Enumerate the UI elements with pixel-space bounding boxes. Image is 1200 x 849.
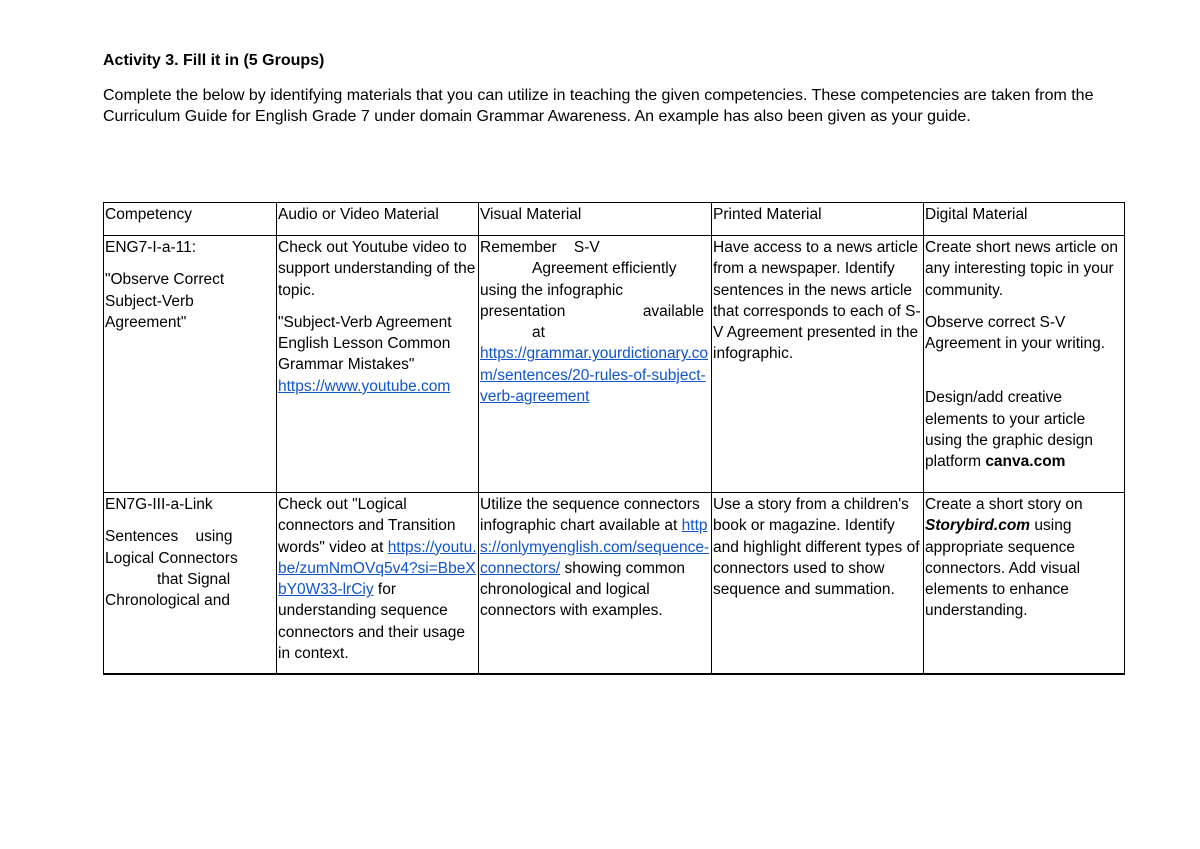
- audio-instruction: Check out Youtube video to support understanding of the topic.: [278, 239, 476, 299]
- competency-text: "Observe Correct Subject-Verb Agreement": [105, 271, 225, 331]
- visual-line: [480, 301, 710, 322]
- visual-line: using the infographic: [480, 281, 624, 299]
- visual-word: presentation: [480, 302, 566, 320]
- intro-paragraph: Complete the below by identifying materials that you can utilize in teaching the given competencies. These competencies are taken from the Curriculum Guide for English Grade 7 under domain Grammar Awareness. An example has also been given as your guide.: [103, 87, 1094, 125]
- competency-line: Sentences using: [105, 528, 233, 546]
- audio-video-intro: Check out "Logical connectors and Transition words" video at: [278, 496, 456, 556]
- visual-intro: Utilize the sequence connectors infographic chart available at: [480, 496, 700, 535]
- cell-visual: [479, 236, 712, 493]
- table-header-row: [104, 203, 1125, 236]
- header-visual: Visual Material: [479, 203, 712, 236]
- cell-competency: [104, 493, 277, 675]
- cell-audio-video: [277, 493, 479, 675]
- header-audio-video: Audio or Video Material: [277, 203, 479, 236]
- table-row: [104, 493, 1125, 675]
- competency-line: Chronological and: [105, 592, 230, 610]
- visual-word: available: [642, 302, 704, 320]
- header-printed: Printed Material: [712, 203, 924, 236]
- printed-text: Have access to a news article from a newspaper. Identify sentences in the news article that corresponds to each of S-V Agreement presented in the infographic.: [713, 239, 921, 363]
- cell-digital: [924, 493, 1125, 675]
- grammar-link[interactable]: https://grammar.yourdictionary.com/sentences/20-rules-of-subject-verb-agreement: [480, 345, 708, 406]
- digital-intro: Create a short story on: [925, 496, 1083, 513]
- competency-code: EN7G-III-a-Link: [105, 496, 213, 513]
- audio-video-after: for understanding sequence connectors and their usage in context.: [278, 581, 465, 663]
- digital-after: using appropriate sequence connectors. Add visual elements to enhance understanding.: [925, 517, 1081, 620]
- visual-after: showing common chronological and logical connectors with examples.: [480, 559, 686, 620]
- header-digital: Digital Material: [924, 203, 1125, 236]
- digital-text: [925, 387, 1123, 472]
- digital-text-part: Design/add creative elements to your article using the graphic design platform: [925, 389, 1094, 471]
- cell-audio-video: [277, 236, 479, 493]
- printed-text: Use a story from a children's book or magazine. Identify and highlight different types of connectors used to show sequence and summation.: [713, 496, 920, 599]
- digital-text: [925, 494, 1123, 622]
- digital-text: Create short news article on any interesting topic in your community.: [925, 239, 1118, 299]
- competency-line: Logical Connectors: [105, 549, 238, 567]
- competency-code: ENG7-I-a-11:: [105, 239, 197, 256]
- youtube-link[interactable]: https://www.youtube.com: [278, 377, 451, 395]
- cell-printed: [712, 236, 924, 493]
- digital-text: Observe correct S-V Agreement in your writing.: [925, 313, 1106, 353]
- cell-visual: [479, 493, 712, 675]
- visual-line: Agreement efficiently: [532, 260, 677, 278]
- youtube-link[interactable]: https://youtu.be/zumNmOVq5v4?si=BbeXbY0W33-lrCiy: [278, 538, 477, 599]
- cell-competency: [104, 236, 277, 493]
- cell-printed: [712, 493, 924, 675]
- visual-line: Remember S-V: [480, 239, 600, 256]
- storybird-name: Storybird.com: [925, 517, 1031, 535]
- competency-line: that Signal: [157, 570, 231, 588]
- table-row: [104, 236, 1125, 493]
- visual-line: at: [532, 324, 545, 342]
- audio-video-title: "Subject-Verb Agreement English Lesson Common Grammar Mistakes": [278, 313, 452, 374]
- page-title: Activity 3. Fill it in (5 Groups): [103, 52, 325, 69]
- materials-table: [103, 202, 1125, 675]
- audio-video-text: [278, 494, 477, 664]
- header-competency: Competency: [104, 203, 277, 236]
- canva-name: canva.com: [985, 453, 1066, 471]
- visual-text: [480, 494, 710, 622]
- cell-digital: [924, 236, 1125, 493]
- onlymyenglish-link[interactable]: https://onlymyenglish.com/sequence-connectors/: [480, 517, 710, 577]
